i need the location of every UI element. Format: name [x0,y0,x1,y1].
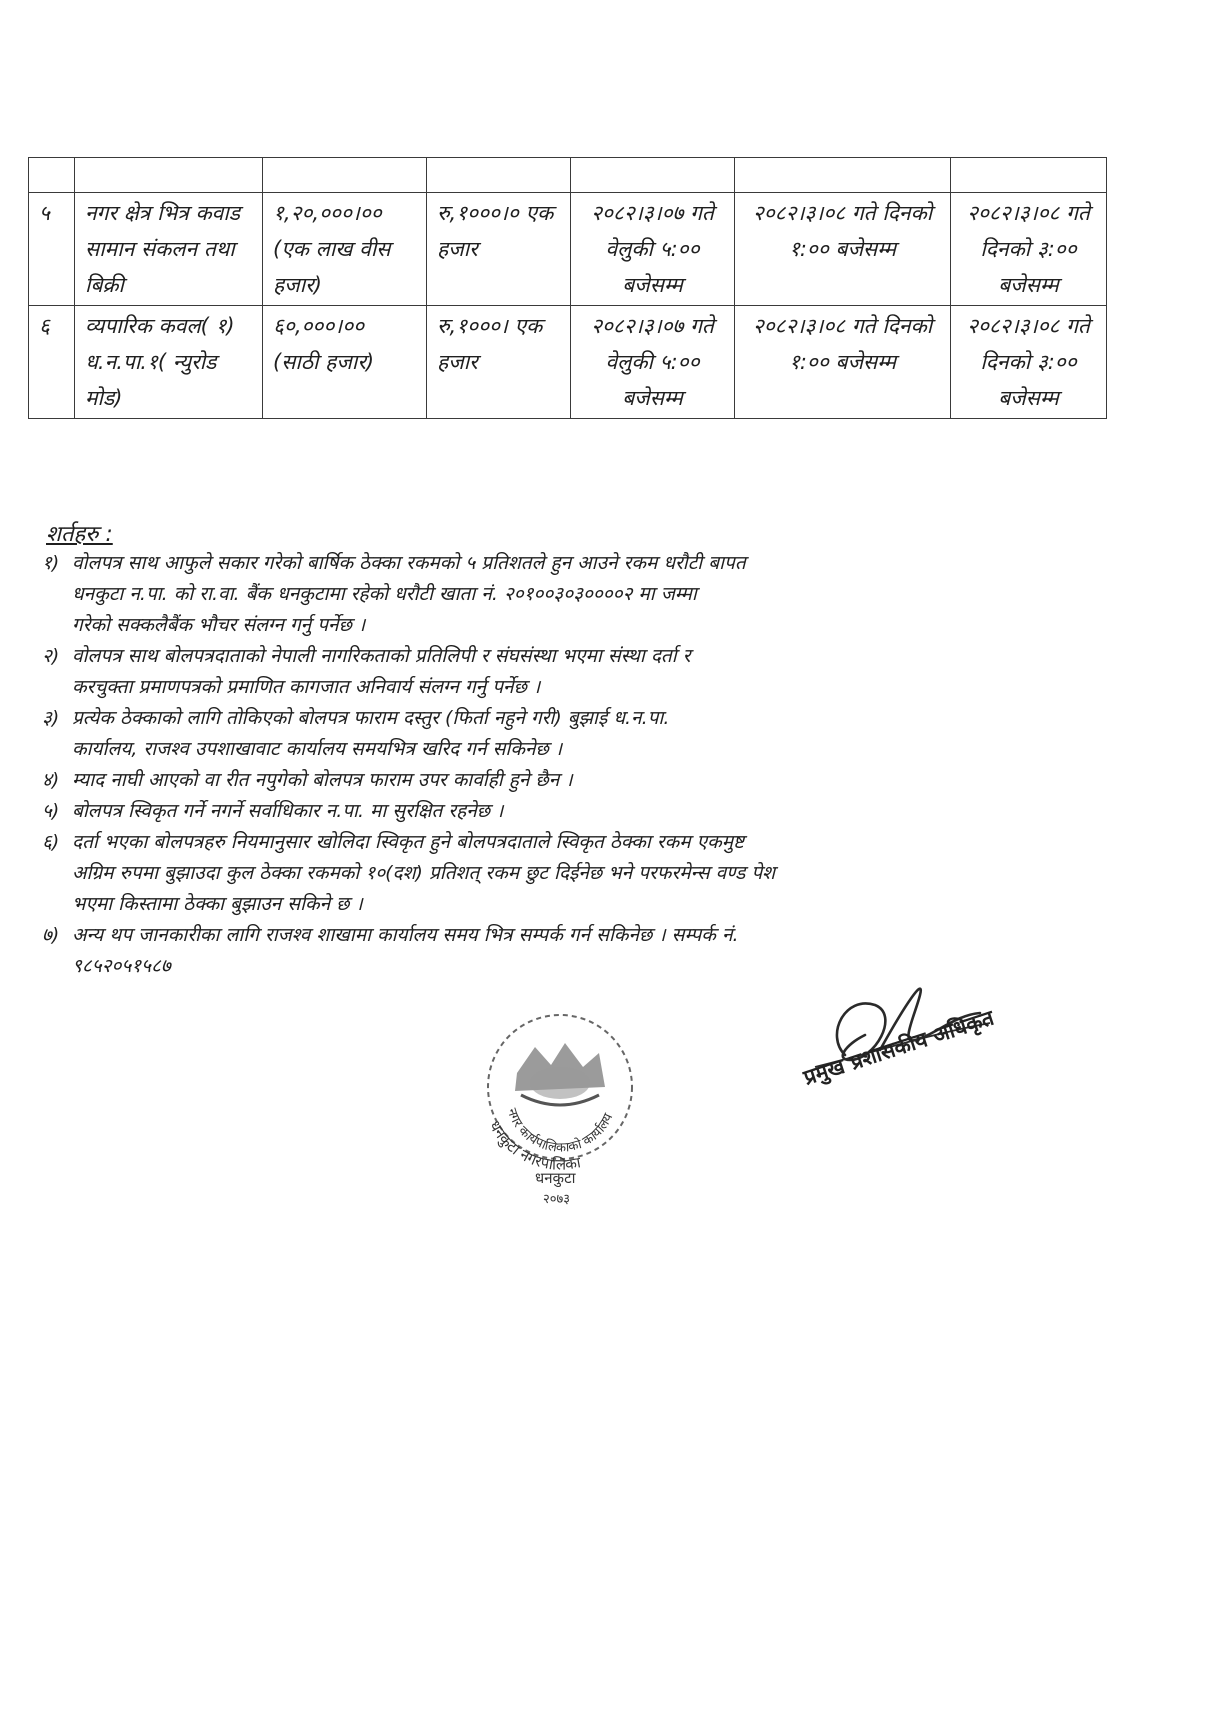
condition-line: धनकुटा न.पा. को रा.वा. बैंक धनकुटामा रहेको धरौटी खाता नं. २०१००३०३००००२ मा जम्मा [72,583,697,605]
condition-line: करचुक्ता प्रमाणपत्रको प्रमाणित कागजात अनिवार्य संलग्न गर्नु पर्नेछ । [72,676,541,698]
table-row [29,306,1107,419]
tender-table [28,157,1107,419]
cell-sale-deadline: २०८२।३।०७ गते वेलुकी ५:०० बजेसम्म [571,193,735,306]
condition-item [42,796,1122,827]
condition-item [42,827,1122,920]
condition-line: वोलपत्र साथ बोलपत्रदाताको नेपाली नागरिकताको प्रतिलिपी र संघसंस्था भएमा संस्था दर्ता र [72,645,691,667]
cell-submit-deadline: २०८२।३।०८ गते दिनको १:०० बजेसम्म [735,306,951,419]
seal-year: २०७३ [543,1192,571,1207]
cell-amount: ६०,०००।०० (साठी हजार) [263,306,427,419]
signatory-title: प्रमुख प्रशासकीय अधिकृत [800,1005,997,1090]
condition-item [42,765,1122,796]
condition-line: कार्यालय, राजश्व उपशाखावाट कार्यालय समयभित्र खरिद गर्न सकिनेछ । [72,738,563,760]
condition-number: ३) [42,707,60,729]
condition-number: ६) [42,831,60,853]
condition-line: बोलपत्र स्विकृत गर्ने नगर्ने सर्वाधिकार न.पा. मा सुरक्षित रहनेछ । [72,800,504,822]
cell-sn: ६ [29,306,75,419]
table-row-blank [29,158,1107,193]
cell-sn: ५ [29,193,75,306]
cell-item: नगर क्षेत्र भित्र कवाड सामान संकलन तथा बिक्री [75,193,263,306]
condition-line: अग्रिम रुपमा बुझाउदा कुल ठेक्का रकमको १०(दश) प्रतिशत् रकम छुट दिईनेछ भने परफरमेन्स वण्ड पेश [72,862,776,884]
condition-number: १) [42,552,60,574]
condition-item [42,641,1122,703]
condition-line: वोलपत्र साथ आफुले सकार गरेको बार्षिक ठेक्का रकमको ५ प्रतिशतले हुन आउने रकम धरौटी बापत [72,552,746,574]
cell-amount: १,२०,०००।०० (एक लाख वीस हजार) [263,193,427,306]
condition-number: ५) [42,800,60,822]
condition-line: प्रत्येक ठेक्काको लागि तोकिएको बोलपत्र फाराम दस्तुर (फिर्ता नहुने गरी) बुझाई ध.न.पा. [72,707,670,729]
condition-line: गरेको सक्कलैबैंक भौचर संलग्न गर्नु पर्नेछ । [72,614,366,636]
official-seal [455,995,665,1210]
condition-line: म्याद नाघी आएको वा रीत नपुगेको बोलपत्र फाराम उपर कार्वाही हुने छैन । [72,769,573,791]
condition-item [42,548,1122,641]
conditions-title: शर्तहरु : [46,522,113,547]
cell-submit-deadline: २०८२।३।०८ गते दिनको १:०० बजेसम्म [735,193,951,306]
cell-open-time: २०८२।३।०८ गते दिनको ३:०० बजेसम्म [951,193,1107,306]
table-row [29,193,1107,306]
condition-number: ७) [42,924,60,946]
condition-line: दर्ता भएका बोलपत्रहरु नियमानुसार खोलिदा स्विकृत हुने बोलपत्रदाताले स्विकृत ठेक्का रकम एकमुष्ट [72,831,745,853]
condition-number: ४) [42,769,60,791]
seal-text-outer: धनकुटा नगरपालिका [485,1117,582,1174]
seal-text-inner: नगर कार्यपालिकाको कार्यालय [503,1106,617,1156]
conditions-list [42,548,1122,982]
condition-line: भएमा किस्तामा ठेक्का बुझाउन सकिने छ । [72,893,363,915]
condition-line: अन्य थप जानकारीका लागि राजश्व शाखामा कार्यालय समय भित्र सम्पर्क गर्न सकिनेछ । सम्पर्क नं. [72,924,739,946]
cell-fee: रु,१०००।० एक हजार [427,193,571,306]
seal-emblem-icon [515,1043,605,1105]
cell-open-time: २०८२।३।०८ गते दिनको ३:०० बजेसम्म [951,306,1107,419]
cell-fee: रु,१०००। एक हजार [427,306,571,419]
cell-sale-deadline: २०८२।३।०७ गते वेलुकी ५:०० बजेसम्म [571,306,735,419]
condition-item [42,920,1122,982]
cell-item: व्यपारिक कवल( १) ध.न.पा.१( न्युरोड मोड) [75,306,263,419]
condition-item [42,703,1122,765]
condition-number: २) [42,645,60,667]
condition-line: ९८५२०५१५८७ [72,955,171,977]
seal-place: धनकुटा [535,1169,576,1187]
